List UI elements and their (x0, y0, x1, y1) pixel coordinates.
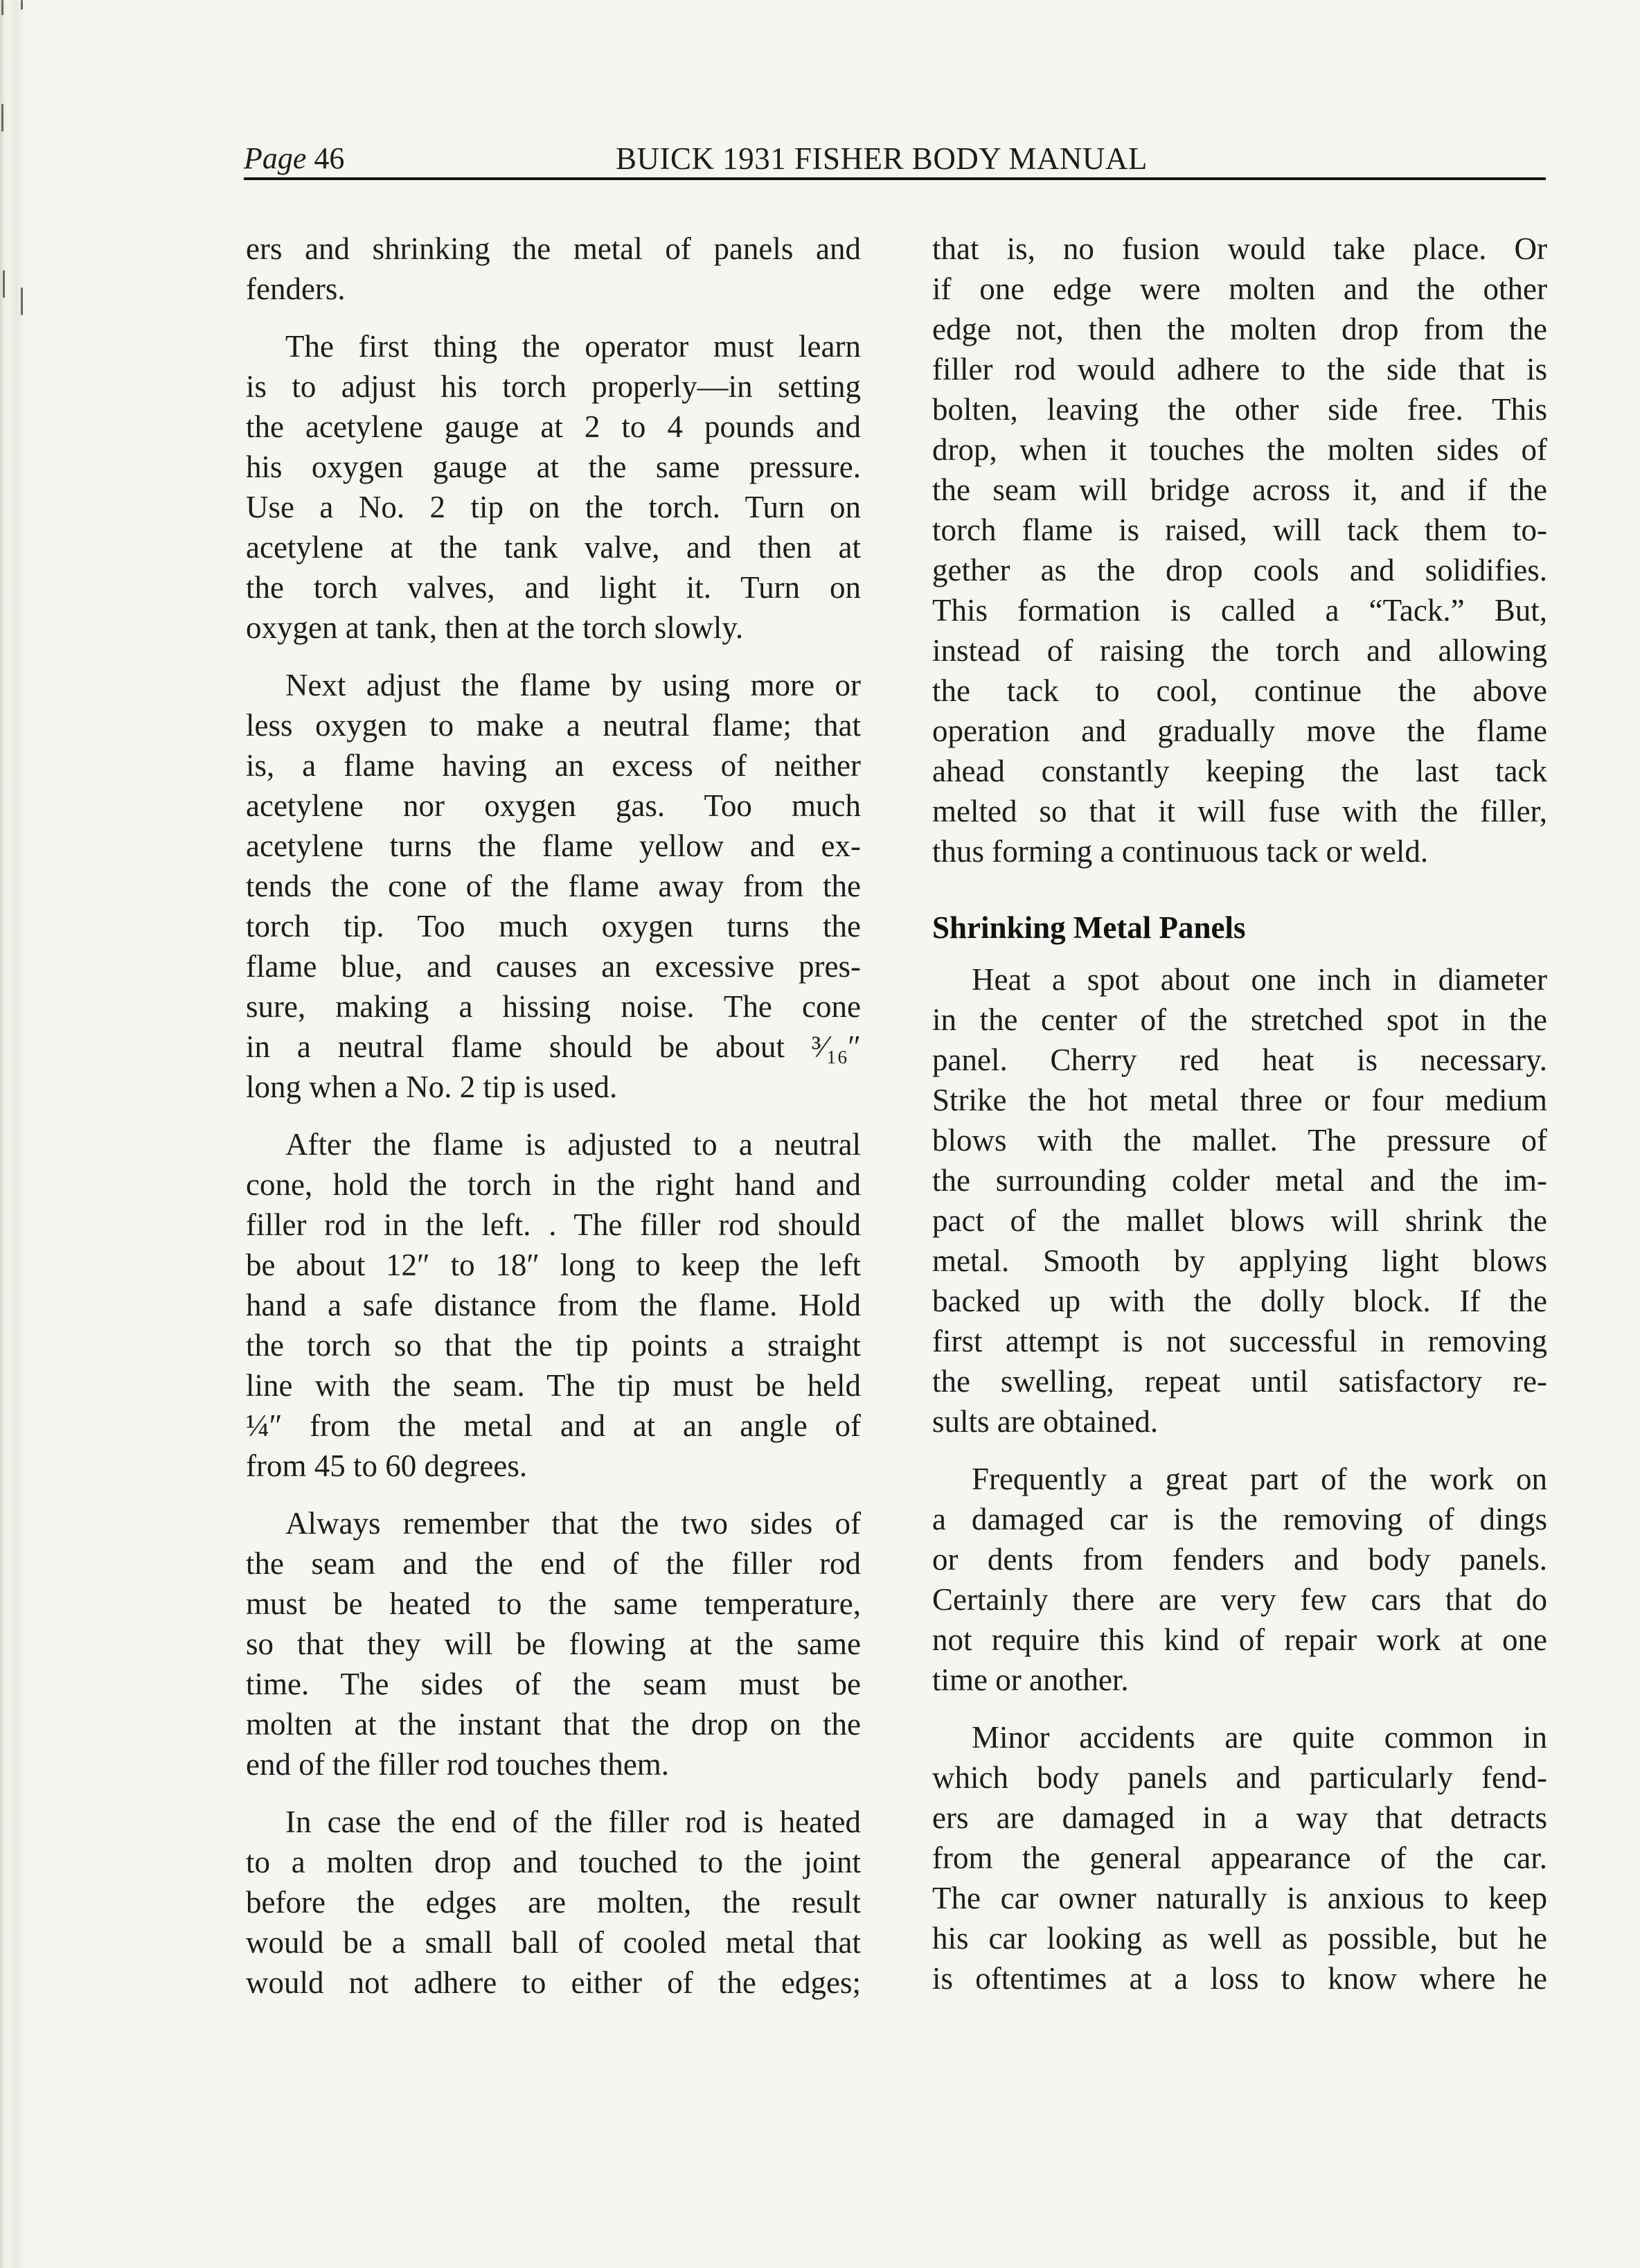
binding-mark (21, 287, 23, 315)
text-line: ers and shrinking the metal of panels and (246, 231, 861, 266)
page-number: 46 (314, 141, 345, 175)
text-line: Certainly there are very few cars that do (932, 1582, 1547, 1617)
text-line: Heat a spot about one inch in diameter (972, 962, 1547, 997)
text-line: ¼″ from the metal and at an angle of (246, 1408, 861, 1443)
text-line: sure, making a hissing noise. The cone (246, 989, 861, 1024)
text-line: operation and gradually move the flame (932, 714, 1547, 748)
text-line: is to adjust his torch properly—in setting (246, 369, 861, 404)
text-line: blows with the mallet. The pressure of (932, 1123, 1547, 1158)
section-heading: Shrinking Metal Panels (932, 910, 1246, 945)
text-line: bolten, leaving the other side free. This (932, 392, 1547, 427)
text-line: the tack to cool, continue the above (932, 673, 1547, 708)
text-line: metal. Smooth by applying light blows (932, 1243, 1547, 1278)
paragraph (246, 1124, 861, 1486)
text-line: must be heated to the same temperature, (246, 1586, 861, 1621)
text-line: be about 12″ to 18″ long to keep the left (246, 1248, 861, 1282)
text-line: molten at the instant that the drop on the (246, 1707, 861, 1742)
paragraph (246, 229, 861, 309)
right-column-continuation (932, 229, 1547, 871)
text-line: not require this kind of repair work at one (932, 1622, 1547, 1657)
paragraph (246, 1503, 861, 1784)
text-line: the seam and the end of the filler rod (246, 1546, 861, 1581)
text-line: in a neutral flame should be about ³⁄₁₆″ (246, 1029, 861, 1064)
text-line: thus forming a continuous tack or weld. (932, 834, 1429, 869)
text-line: tends the cone of the flame away from the (246, 869, 861, 903)
text-line: the seam will bridge across it, and if the (932, 472, 1547, 507)
text-line: flame blue, and causes an excessive pres- (246, 949, 861, 984)
text-line: from 45 to 60 degrees. (246, 1448, 528, 1483)
text-line: is, a flame having an excess of neither (246, 748, 861, 783)
running-title: BUICK 1931 FISHER BODY MANUAL (616, 141, 1148, 176)
right-column-section-body (932, 959, 1547, 1999)
text-line: his oxygen gauge at the same pressure. (246, 450, 861, 484)
text-line: the surrounding colder metal and the im- (932, 1163, 1547, 1198)
paragraph (932, 229, 1547, 871)
text-line: so that they will be flowing at the same (246, 1627, 861, 1661)
text-line: to a molten drop and touched to the joint (246, 1845, 861, 1879)
text-line: the torch valves, and light it. Turn on (246, 570, 861, 605)
page-header (244, 136, 1546, 175)
paragraph (932, 1717, 1547, 1999)
text-line: a damaged car is the removing of dings (932, 1502, 1547, 1536)
text-line: ahead constantly keeping the last tack (932, 754, 1547, 788)
text-line: drop, when it touches the molten sides of (932, 432, 1547, 467)
text-line: would not adhere to either of the edges; (246, 1965, 861, 2000)
text-line: hand a safe distance from the flame. Hold (246, 1288, 861, 1322)
text-line: cone, hold the torch in the right hand and (246, 1167, 861, 1202)
paragraph (932, 1459, 1547, 1700)
text-line: in the center of the stretched spot in the (932, 1002, 1547, 1037)
binding-mark (1, 104, 3, 132)
text-line: torch tip. Too much oxygen turns the (246, 909, 861, 943)
text-line: sults are obtained. (932, 1404, 1159, 1439)
binding-mark (1, 0, 3, 15)
text-line: the torch so that the tip points a straight (246, 1328, 861, 1363)
text-line: time or another. (932, 1663, 1129, 1697)
text-line: first attempt is not successful in removing (932, 1324, 1547, 1358)
text-line: the acetylene gauge at 2 to 4 pounds and (246, 409, 861, 444)
binding-mark (3, 270, 5, 298)
binding-mark (21, 0, 23, 10)
text-line: acetylene at the tank valve, and then at (246, 530, 861, 565)
left-text-column (246, 229, 861, 2020)
text-line: filler rod would adhere to the side that is (932, 352, 1547, 387)
text-line: Strike the hot metal three or four medium (932, 1083, 1547, 1117)
text-line: The first thing the operator must learn (285, 329, 861, 364)
text-line: is oftentimes at a loss to know where he (932, 1961, 1547, 1996)
text-line: or dents from fenders and body panels. (932, 1542, 1547, 1577)
text-line: from the general appearance of the car. (932, 1841, 1547, 1875)
text-line: which body panels and particularly fend- (932, 1760, 1547, 1795)
page-label-word: Page (244, 141, 307, 175)
page-binding-edge (0, 0, 25, 2268)
text-line: Always remember that the two sides of (285, 1506, 861, 1541)
paragraph (246, 326, 861, 648)
text-line: In case the end of the filler rod is heated (285, 1805, 861, 1839)
text-line: Frequently a great part of the work on (972, 1462, 1547, 1496)
text-line: ers are damaged in a way that detracts (932, 1800, 1547, 1835)
text-line: would be a small ball of cooled metal that (246, 1925, 861, 1960)
text-line: acetylene nor oxygen gas. Too much (246, 788, 861, 823)
text-line: melted so that it will fuse with the filler, (932, 794, 1547, 829)
text-line: torch flame is raised, will tack them to- (932, 513, 1547, 547)
text-line: instead of raising the torch and allowing (932, 633, 1547, 668)
text-line: that is, no fusion would take place. Or (932, 231, 1547, 266)
text-line: Use a No. 2 tip on the torch. Turn on (246, 490, 861, 524)
text-line: Minor accidents are quite common in (972, 1720, 1547, 1755)
text-line: panel. Cherry red heat is necessary. (932, 1043, 1547, 1077)
text-line: backed up with the dolly block. If the (932, 1284, 1547, 1318)
text-line: filler rod in the left. . The filler rod should (246, 1207, 861, 1242)
text-line: Next adjust the flame by using more or (285, 668, 861, 702)
text-line: before the edges are molten, the result (246, 1885, 861, 1920)
text-line: The car owner naturally is anxious to keep (932, 1881, 1547, 1915)
text-line: This formation is called a “Tack.” But, (932, 593, 1547, 628)
text-line: his car looking as well as possible, but he (932, 1921, 1547, 1956)
text-line: long when a No. 2 tip is used. (246, 1070, 618, 1104)
paragraph (932, 959, 1547, 1442)
paragraph (246, 1802, 861, 2003)
text-line: After the flame is adjusted to a neutral (285, 1127, 861, 1162)
text-line: end of the filler rod touches them. (246, 1747, 670, 1782)
text-line: oxygen at tank, then at the torch slowly. (246, 610, 744, 645)
right-text-column (932, 229, 1547, 2016)
text-line: if one edge were molten and the other (932, 272, 1547, 306)
text-line: edge not, then the molten drop from the (932, 312, 1547, 346)
text-line: acetylene turns the flame yellow and ex- (246, 829, 861, 863)
text-line: gether as the drop cools and solidifies. (932, 553, 1547, 587)
page-number-label (244, 141, 344, 176)
text-line: line with the seam. The tip must be held (246, 1368, 861, 1403)
text-line: the swelling, repeat until satisfactory re- (932, 1364, 1547, 1399)
text-line: time. The sides of the seam must be (246, 1667, 861, 1701)
text-line: fenders. (246, 272, 346, 306)
text-line: less oxygen to make a neutral flame; that (246, 708, 861, 743)
paragraph (246, 665, 861, 1107)
header-rule (244, 177, 1546, 180)
text-line: pact of the mallet blows will shrink the (932, 1203, 1547, 1238)
